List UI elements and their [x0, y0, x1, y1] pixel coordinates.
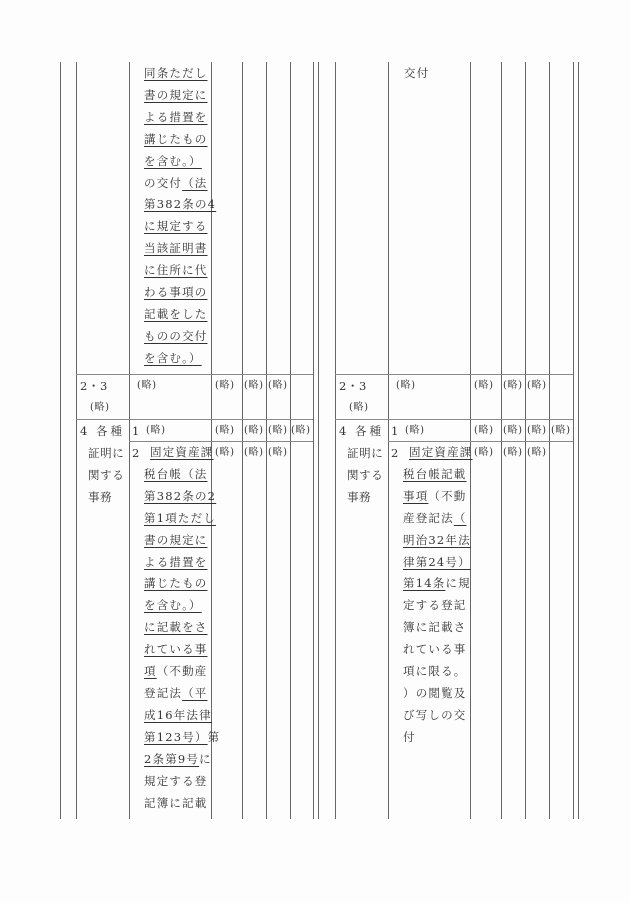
cell: (略) — [503, 425, 523, 436]
cell: (略) — [474, 380, 494, 391]
row-number: 2・3 — [80, 379, 108, 393]
row-label: 関する — [347, 468, 384, 482]
sub-content: (略) — [146, 425, 166, 436]
table-border — [60, 62, 61, 819]
continuation-text: 交付 — [404, 66, 430, 80]
sub-number: 1 — [391, 424, 399, 438]
sub-number: 2 — [132, 446, 140, 460]
cell: (略) — [527, 380, 547, 391]
table-border — [573, 62, 574, 819]
cell: (略) — [474, 447, 494, 458]
cell: (略) — [215, 447, 235, 458]
cell: (略) — [244, 447, 264, 458]
cell: (略) — [244, 380, 264, 391]
cell: (略) — [527, 447, 547, 458]
sub-content: 固定資産課 税台帳（法 第382条の2 第1項ただし 書の規定に よる措置を 講じたもの を含む。） に記載をさ れている事 項（不動産 登記法（平 成16年法律 第123号）第 2条第9号に 規定する登 記簿に記載 — [144, 445, 221, 810]
row-label: 証明に — [88, 446, 125, 460]
cell: (略) — [268, 425, 288, 436]
cell: (略) — [474, 425, 494, 436]
cell: (略) — [244, 425, 264, 436]
table-border — [578, 62, 579, 819]
sub-number: 2 — [391, 446, 399, 460]
row-label: 証明に — [347, 446, 384, 460]
sub-content: 固定資産課 税台帳記載 事項（不動 産登記法（ 明治32年法 律第24号） 第14条に規 定する登記 簿に記載さ れている事 項に限る。 ）の閲覧及 び写しの交 付 — [403, 445, 473, 744]
table-border — [76, 62, 77, 819]
cell: (略) — [268, 447, 288, 458]
row-label: 事務 — [347, 490, 372, 504]
table-border — [313, 62, 314, 819]
table-border — [335, 62, 336, 819]
cell: (略) — [503, 380, 523, 391]
cell: (略) — [527, 425, 547, 436]
row-label: 各種 — [96, 424, 125, 438]
table-border — [318, 62, 319, 819]
row-label: 関する — [88, 468, 125, 482]
row-number: 2・3 — [339, 379, 367, 393]
row-content: (略) — [396, 380, 416, 391]
cell: (略) — [215, 380, 235, 391]
cell: (略) — [215, 425, 235, 436]
cell: (略) — [268, 380, 288, 391]
cell: (略) — [291, 425, 311, 436]
continuation-text: 同条ただし 書の規定に よる措置を 講じたもの を含む。） の交付（法 第382条の4 に規定する 当該証明書 に住所に代 わる事項の 記載をした ものの交付 を含む。） — [144, 66, 217, 365]
cell: (略) — [503, 447, 523, 458]
sub-content: (略) — [405, 425, 425, 436]
row-content: (略) — [137, 380, 157, 391]
cell: (略) — [551, 425, 571, 436]
row-label: (略) — [349, 402, 369, 413]
row-label: 事務 — [88, 490, 113, 504]
row-number: 4 — [80, 424, 88, 438]
sub-number: 1 — [132, 424, 140, 438]
row-number: 4 — [339, 424, 347, 438]
row-label: 各種 — [355, 424, 384, 438]
row-label: (略) — [90, 402, 110, 413]
